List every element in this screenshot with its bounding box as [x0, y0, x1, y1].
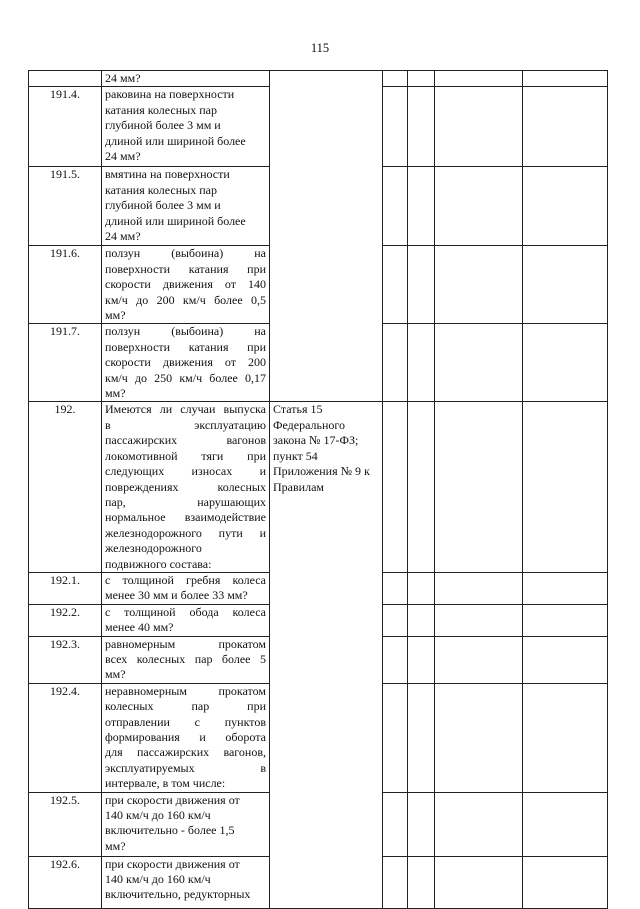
question-text — [102, 402, 270, 572]
question-line: поверхности катания при — [105, 261, 266, 276]
answer-cell — [523, 856, 608, 908]
question-line: 24 мм? — [105, 71, 141, 85]
question-line: глубиной более 3 мм и — [105, 118, 221, 133]
reference-line: пункт 54 — [273, 448, 318, 463]
answer-cell — [383, 856, 408, 908]
item-number: 192.5. — [29, 792, 102, 856]
question-line: мм? — [105, 386, 126, 401]
question-line: всех колесных пар более 5 — [105, 651, 266, 666]
question-line: глубиной более 3 мм и — [105, 198, 221, 213]
answer-cell — [383, 604, 408, 636]
item-number: 192.1. — [29, 572, 102, 604]
answer-cell — [435, 683, 523, 792]
answer-cell — [523, 604, 608, 636]
answer-cell — [383, 402, 408, 572]
answer-cell — [408, 636, 435, 683]
answer-cell — [523, 71, 608, 87]
question-line: при скорости движения от — [105, 856, 240, 871]
answer-cell — [523, 636, 608, 683]
reference-line: Статья 15 — [273, 402, 323, 417]
answer-cell — [435, 636, 523, 683]
item-number: 192.4. — [29, 683, 102, 792]
question-line: Имеются ли случаи выпуска — [105, 402, 266, 417]
answer-cell — [408, 71, 435, 87]
answer-cell — [383, 71, 408, 87]
question-line: 24 мм? — [105, 229, 141, 244]
item-number: 191.4. — [29, 87, 102, 167]
answer-cell — [435, 604, 523, 636]
question-line: эксплуатируемых в — [105, 760, 266, 775]
question-line: для пассажирских вагонов, — [105, 745, 266, 760]
answer-cell — [383, 683, 408, 792]
answer-cell — [523, 572, 608, 604]
question-line: мм? — [105, 838, 126, 853]
question-text — [102, 856, 270, 908]
question-line: вмятина на поверхности — [105, 167, 230, 182]
question-line: катания колесных пар — [105, 182, 217, 197]
question-line: менее 30 мм и более 33 мм? — [105, 588, 248, 603]
question-line: скорости движения от 200 — [105, 355, 266, 370]
answer-cell — [383, 324, 408, 402]
answer-cell — [383, 246, 408, 324]
question-line: при скорости движения от — [105, 792, 240, 807]
item-number: 192. — [29, 402, 102, 572]
question-text — [102, 246, 270, 324]
question-line: с толщиной гребня колеса — [105, 572, 266, 587]
question-line: ползун (выбоина) на — [105, 324, 266, 339]
answer-cell — [435, 792, 523, 856]
answer-cell — [523, 683, 608, 792]
question-line: поверхности катания при — [105, 339, 266, 354]
answer-cell — [408, 683, 435, 792]
question-line: с толщиной обода колеса — [105, 604, 266, 619]
answer-cell — [408, 167, 435, 246]
reference-line: Правилам — [273, 479, 324, 494]
question-line: следующих износах и — [105, 464, 266, 479]
answer-cell — [383, 792, 408, 856]
question-text — [102, 572, 270, 604]
question-line: железнодорожного — [105, 541, 202, 556]
question-line: колесных пар при — [105, 699, 266, 714]
answer-cell — [523, 87, 608, 167]
answer-cell — [523, 246, 608, 324]
question-line: железнодорожного пути и — [105, 525, 266, 540]
question-line: интервале, в том числе: — [105, 776, 226, 791]
answer-cell — [435, 572, 523, 604]
question-line: отправлении с пунктов — [105, 714, 266, 729]
answer-cell — [523, 792, 608, 856]
table-row — [29, 402, 608, 572]
question-line: катания колесных пар — [105, 102, 217, 117]
answer-cell — [408, 856, 435, 908]
question-text — [102, 604, 270, 636]
item-number: 191.6. — [29, 246, 102, 324]
item-number — [29, 71, 102, 87]
answer-cell — [435, 856, 523, 908]
legal-reference-empty — [270, 71, 383, 402]
question-line: включительно, редукторных — [105, 887, 251, 902]
question-line: подвижного состава: — [105, 556, 212, 571]
answer-cell — [523, 324, 608, 402]
question-line: км/ч до 200 км/ч более 0,5 — [105, 292, 266, 307]
reference-line: Приложения № 9 к — [273, 464, 370, 479]
answer-cell — [408, 246, 435, 324]
reference-line: Федерального — [273, 417, 346, 432]
table-row — [29, 71, 608, 87]
question-line: нормальное взаимодействие — [105, 510, 266, 525]
answer-cell — [383, 167, 408, 246]
question-line: повреждениях колесных — [105, 479, 266, 494]
requirements-table — [28, 70, 608, 909]
page-number: 115 — [310, 41, 330, 55]
question-line: ползун (выбоина) на — [105, 246, 266, 261]
answer-cell — [408, 604, 435, 636]
answer-cell — [523, 402, 608, 572]
answer-cell — [435, 167, 523, 246]
question-line: пар, нарушающих — [105, 494, 266, 509]
question-line: локомотивной тяги при — [105, 448, 266, 463]
answer-cell — [383, 572, 408, 604]
answer-cell — [435, 246, 523, 324]
question-line: раковина на поверхности — [105, 87, 235, 102]
answer-cell — [408, 572, 435, 604]
question-line: мм? — [105, 308, 126, 323]
answer-cell — [408, 324, 435, 402]
question-line: 140 км/ч до 160 км/ч — [105, 808, 211, 823]
answer-cell — [523, 167, 608, 246]
question-text — [102, 71, 270, 87]
question-text — [102, 87, 270, 167]
question-line: включительно - более 1,5 — [105, 823, 235, 838]
answer-cell — [408, 402, 435, 572]
question-line: мм? — [105, 667, 126, 682]
item-number: 192.2. — [29, 604, 102, 636]
question-text — [102, 167, 270, 246]
question-line: 140 км/ч до 160 км/ч — [105, 872, 211, 887]
answer-cell — [383, 636, 408, 683]
item-number: 192.3. — [29, 636, 102, 683]
question-line: формирования и оборота — [105, 730, 266, 744]
question-line: неравномерным прокатом — [105, 683, 266, 698]
question-line: длиной или шириной более — [105, 213, 246, 228]
item-number: 191.7. — [29, 324, 102, 402]
item-number: 191.5. — [29, 167, 102, 246]
question-line: менее 40 мм? — [105, 620, 174, 635]
question-line: пассажирских вагонов — [105, 433, 266, 448]
question-text — [102, 324, 270, 402]
answer-cell — [408, 87, 435, 167]
question-text — [102, 792, 270, 856]
question-line: в эксплуатацию — [105, 417, 266, 432]
legal-reference — [270, 402, 383, 908]
answer-cell — [383, 87, 408, 167]
question-line: км/ч до 250 км/ч более 0,17 — [105, 370, 266, 385]
answer-cell — [435, 87, 523, 167]
item-number: 192.6. — [29, 856, 102, 908]
answer-cell — [408, 792, 435, 856]
question-line: 24 мм? — [105, 149, 141, 164]
question-line: равномерным прокатом — [105, 636, 266, 651]
answer-cell — [435, 324, 523, 402]
reference-line: закона № 17-ФЗ; — [273, 433, 359, 448]
answer-cell — [435, 71, 523, 87]
question-text — [102, 636, 270, 683]
question-line: длиной или шириной более — [105, 133, 246, 148]
question-text — [102, 683, 270, 792]
question-line: скорости движения от 140 — [105, 277, 266, 292]
answer-cell — [435, 402, 523, 572]
